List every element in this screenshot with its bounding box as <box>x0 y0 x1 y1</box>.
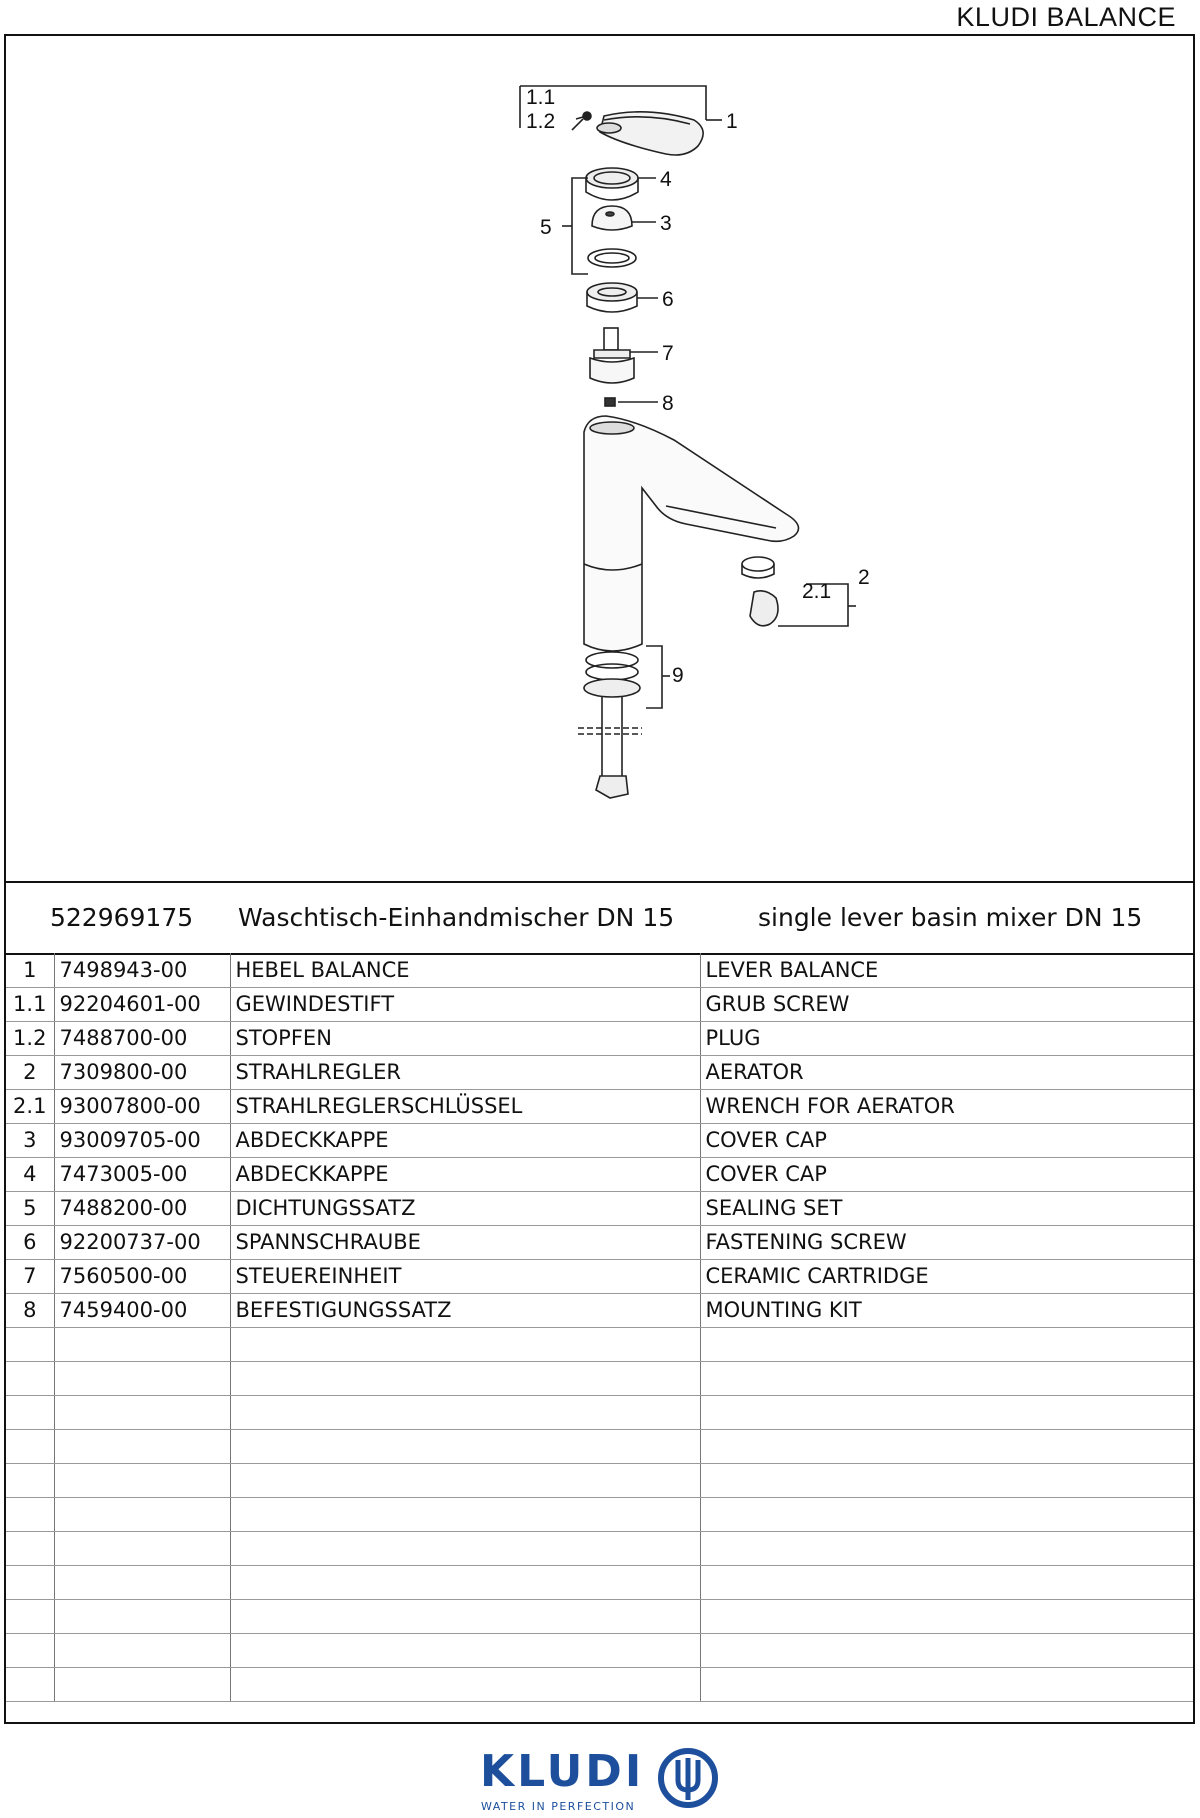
part-article-number: 7473005-00 <box>54 1157 230 1191</box>
part-name-de: ABDECKKAPPE <box>230 1123 700 1157</box>
part-cover-cap-ring <box>586 168 638 200</box>
part-article-number <box>54 1497 230 1531</box>
part-position: 8 <box>6 1293 54 1327</box>
label-5: 5 <box>540 216 552 239</box>
exploded-view-drawing <box>6 36 1193 883</box>
empty-row <box>6 1531 1193 1565</box>
part-name-de <box>230 1497 700 1531</box>
document-title: KLUDI BALANCE <box>956 2 1176 32</box>
brand-tagline: WATER IN PERFECTION <box>481 1800 636 1813</box>
part-aerator <box>742 557 778 626</box>
part-name-de <box>230 1395 700 1429</box>
part-article-number <box>54 1633 230 1667</box>
part-name-en: PLUG <box>700 1021 1193 1055</box>
footer <box>0 1740 1200 1818</box>
part-name-en: GRUB SCREW <box>700 987 1193 1021</box>
part-position <box>6 1327 54 1361</box>
product-header-row <box>6 883 1193 955</box>
label-2: 2 <box>858 566 870 589</box>
part-article-number <box>54 1429 230 1463</box>
part-position <box>6 1565 54 1599</box>
part-position: 5 <box>6 1191 54 1225</box>
label-2-1: 2.1 <box>802 580 832 603</box>
part-position <box>6 1667 54 1701</box>
part-row <box>6 953 1193 987</box>
part-name-de: DICHTUNGSSATZ <box>230 1191 700 1225</box>
part-position <box>6 1599 54 1633</box>
empty-row <box>6 1361 1193 1395</box>
part-article-number: 7459400-00 <box>54 1293 230 1327</box>
parts-sheet-frame <box>4 34 1195 1724</box>
part-position: 2.1 <box>6 1089 54 1123</box>
part-row <box>6 1123 1193 1157</box>
part-name-de: BEFESTIGUNGSSATZ <box>230 1293 700 1327</box>
part-row <box>6 1293 1193 1327</box>
part-name-en: FASTENING SCREW <box>700 1225 1193 1259</box>
part-article-number <box>54 1531 230 1565</box>
part-name-en <box>700 1565 1193 1599</box>
part-name-en: AERATOR <box>700 1055 1193 1089</box>
part-article-number <box>54 1395 230 1429</box>
brand-logo-icon <box>656 1746 720 1810</box>
part-position: 4 <box>6 1157 54 1191</box>
label-7: 7 <box>662 342 674 365</box>
part-article-number <box>54 1565 230 1599</box>
part-name-de: SPANNSCHRAUBE <box>230 1225 700 1259</box>
part-name-en: MOUNTING KIT <box>700 1293 1193 1327</box>
part-name-de <box>230 1599 700 1633</box>
part-position <box>6 1531 54 1565</box>
part-name-de: GEWINDESTIFT <box>230 987 700 1021</box>
part-article-number <box>54 1463 230 1497</box>
part-name-de: STRAHLREGLER <box>230 1055 700 1089</box>
part-name-en: COVER CAP <box>700 1123 1193 1157</box>
part-name-de <box>230 1565 700 1599</box>
part-position <box>6 1497 54 1531</box>
part-name-en <box>700 1633 1193 1667</box>
product-name-en: single lever basin mixer DN 15 <box>758 903 1143 932</box>
label-1-2: 1.2 <box>526 110 556 133</box>
part-article-number <box>54 1361 230 1395</box>
part-position: 1 <box>6 953 54 987</box>
part-name-en: LEVER BALANCE <box>700 953 1193 987</box>
part-article-number <box>54 1327 230 1361</box>
part-name-en <box>700 1463 1193 1497</box>
part-grub-screw <box>583 112 591 120</box>
part-name-de: STRAHLREGLERSCHLÜSSEL <box>230 1089 700 1123</box>
part-article-number: 7560500-00 <box>54 1259 230 1293</box>
part-name-en <box>700 1667 1193 1701</box>
label-1: 1 <box>726 110 738 133</box>
part-article-number: 93009705-00 <box>54 1123 230 1157</box>
empty-row <box>6 1667 1193 1701</box>
part-name-de <box>230 1667 700 1701</box>
label-1-1: 1.1 <box>526 86 556 109</box>
part-position <box>6 1429 54 1463</box>
label-8: 8 <box>662 392 674 415</box>
part-name-de <box>230 1429 700 1463</box>
part-position: 2 <box>6 1055 54 1089</box>
part-name-de <box>230 1531 700 1565</box>
empty-row <box>6 1599 1193 1633</box>
part-article-number: 7488700-00 <box>54 1021 230 1055</box>
exploded-view-svg <box>6 36 1193 881</box>
part-name-de <box>230 1327 700 1361</box>
part-name-en <box>700 1599 1193 1633</box>
part-row <box>6 1191 1193 1225</box>
part-row <box>6 1021 1193 1055</box>
part-bottom-set <box>578 652 642 798</box>
label-6: 6 <box>662 288 674 311</box>
part-name-de: STOPFEN <box>230 1021 700 1055</box>
part-article-number: 92204601-00 <box>54 987 230 1021</box>
part-position: 6 <box>6 1225 54 1259</box>
part-name-en <box>700 1327 1193 1361</box>
part-name-en: COVER CAP <box>700 1157 1193 1191</box>
empty-row <box>6 1429 1193 1463</box>
part-position <box>6 1361 54 1395</box>
part-row <box>6 1089 1193 1123</box>
part-position: 3 <box>6 1123 54 1157</box>
part-article-number: 92200737-00 <box>54 1225 230 1259</box>
part-position: 1.1 <box>6 987 54 1021</box>
empty-row <box>6 1395 1193 1429</box>
part-mounting-kit <box>605 398 615 406</box>
part-cover-cap <box>592 206 632 230</box>
part-article-number <box>54 1599 230 1633</box>
part-name-de: HEBEL BALANCE <box>230 953 700 987</box>
part-article-number: 7488200-00 <box>54 1191 230 1225</box>
empty-row <box>6 1565 1193 1599</box>
parts-list-table <box>6 953 1193 1702</box>
part-ceramic-cartridge <box>590 328 634 383</box>
part-row <box>6 987 1193 1021</box>
part-name-de: ABDECKKAPPE <box>230 1157 700 1191</box>
part-name-de <box>230 1463 700 1497</box>
empty-row <box>6 1327 1193 1361</box>
part-article-number: 93007800-00 <box>54 1089 230 1123</box>
part-row <box>6 1225 1193 1259</box>
part-name-en: CERAMIC CARTRIDGE <box>700 1259 1193 1293</box>
part-position <box>6 1463 54 1497</box>
label-4: 4 <box>660 168 672 191</box>
part-name-en <box>700 1429 1193 1463</box>
product-name-de: Waschtisch-Einhandmischer DN 15 <box>238 903 675 932</box>
part-name-en: WRENCH FOR AERATOR <box>700 1089 1193 1123</box>
part-name-en: SEALING SET <box>700 1191 1193 1225</box>
part-article-number: 7309800-00 <box>54 1055 230 1089</box>
brand-logo-text: KLUDI <box>480 1746 645 1797</box>
part-fastening-screw <box>587 283 637 312</box>
part-name-en <box>700 1497 1193 1531</box>
empty-row <box>6 1497 1193 1531</box>
part-name-de <box>230 1361 700 1395</box>
part-position <box>6 1395 54 1429</box>
label-9: 9 <box>672 664 684 687</box>
part-name-en <box>700 1531 1193 1565</box>
part-row <box>6 1055 1193 1089</box>
empty-row <box>6 1633 1193 1667</box>
product-number: 522969175 <box>50 903 194 932</box>
part-lever <box>597 112 703 155</box>
part-name-de: STEUEREINHEIT <box>230 1259 700 1293</box>
part-row <box>6 1259 1193 1293</box>
part-name-en <box>700 1395 1193 1429</box>
part-row <box>6 1157 1193 1191</box>
part-name-de <box>230 1633 700 1667</box>
label-3: 3 <box>660 212 672 235</box>
part-article-number: 7498943-00 <box>54 953 230 987</box>
empty-row <box>6 1463 1193 1497</box>
part-position <box>6 1633 54 1667</box>
part-position: 7 <box>6 1259 54 1293</box>
part-article-number <box>54 1667 230 1701</box>
part-position: 1.2 <box>6 1021 54 1055</box>
part-name-en <box>700 1361 1193 1395</box>
